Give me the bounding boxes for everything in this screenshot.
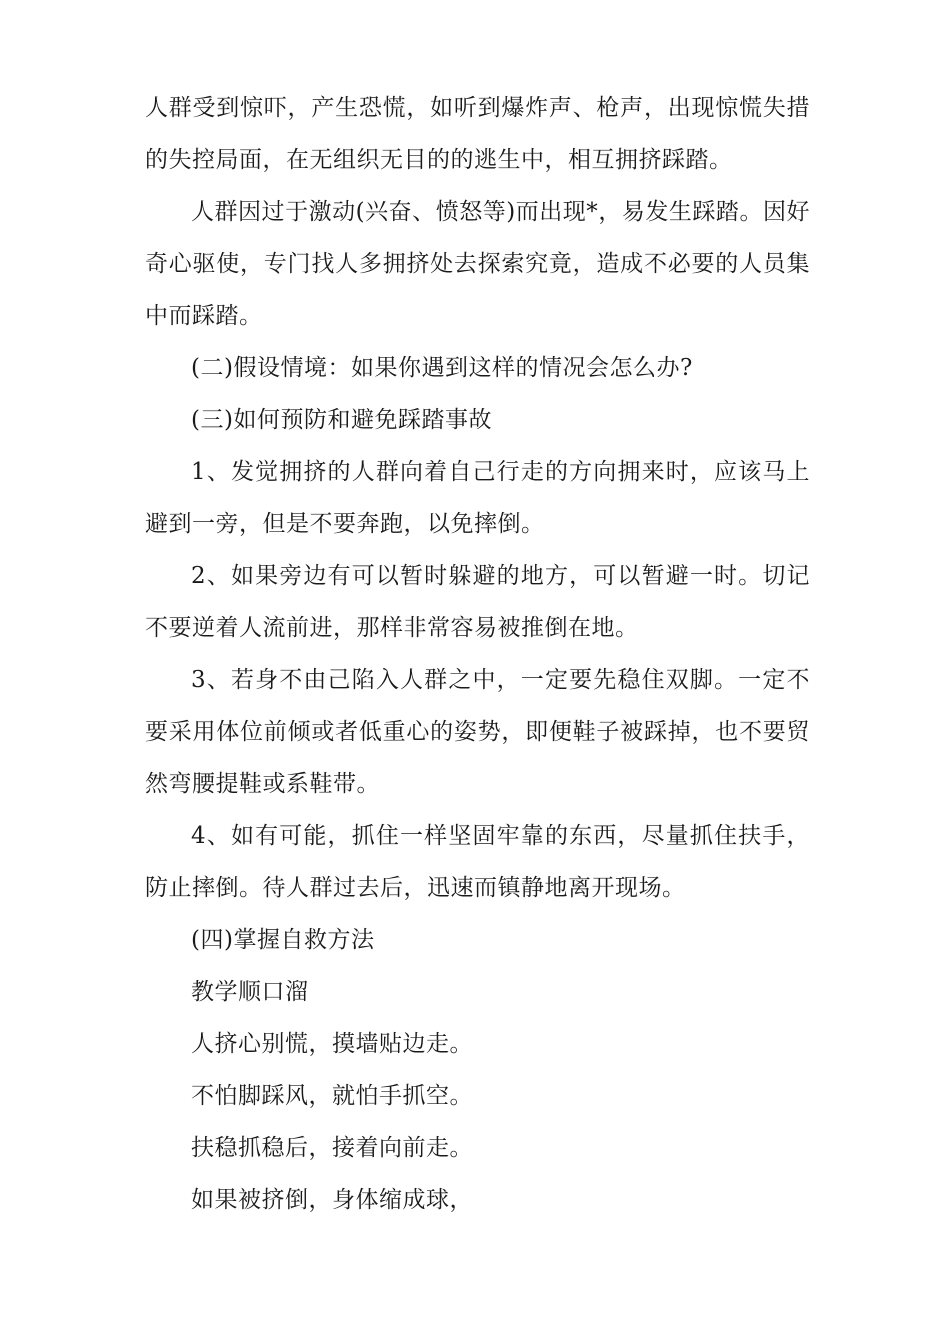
heading-prevention: (三)如何预防和避免踩踏事故 [191, 407, 492, 433]
rhyme-line-4: 如果被挤倒，身体缩成球， [191, 1187, 473, 1213]
heading-self-rescue: (四)掌握自救方法 [191, 927, 375, 953]
list-item-1: 1、发觉拥挤的人群向着自己行走的方向拥来时，应该马上避到一旁，但是不要奔跑，以免摔倒。 [145, 459, 810, 537]
list-item-4: 4、如有可能，抓住一样坚固牢靠的东西，尽量抓住扶手，防止摔倒。待人群过去后，迅速而镇静地离开现场。 [145, 823, 810, 901]
rhyme-line-1: 人挤心别慌，摸墙贴边走。 [191, 1031, 473, 1057]
rhyme-line-2: 不怕脚踩风，就怕手抓空。 [191, 1083, 473, 1109]
heading-rhyme: 教学顺口溜 [191, 979, 309, 1005]
list-item-2: 2、如果旁边有可以暂时躲避的地方，可以暂避一时。切记不要逆着人流前进，那样非常容易被推倒在地。 [145, 563, 810, 641]
paragraph-excitement-cause: 人群因过于激动(兴奋、愤怒等)而出现*，易发生踩踏。因好奇心驱使，专门找人多拥挤处去探索究竟，造成不必要的人员集中而踩踏。 [145, 199, 810, 329]
list-item-3: 3、若身不由己陷入人群之中，一定要先稳住双脚。一定不要采用体位前倾或者低重心的姿势，即便鞋子被踩掉，也不要贸然弯腰提鞋或系鞋带。 [145, 667, 810, 797]
heading-hypothetical-scenario: (二)假设情境：如果你遇到这样的情况会怎么办? [191, 355, 693, 381]
paragraph-panic-cause: 人群受到惊吓，产生恐慌，如听到爆炸声、枪声，出现惊慌失措的失控局面，在无组织无目的的逃生中，相互拥挤踩踏。 [145, 95, 810, 173]
document-body [145, 82, 810, 1226]
rhyme-line-3: 扶稳抓稳后，接着向前走。 [191, 1135, 473, 1161]
